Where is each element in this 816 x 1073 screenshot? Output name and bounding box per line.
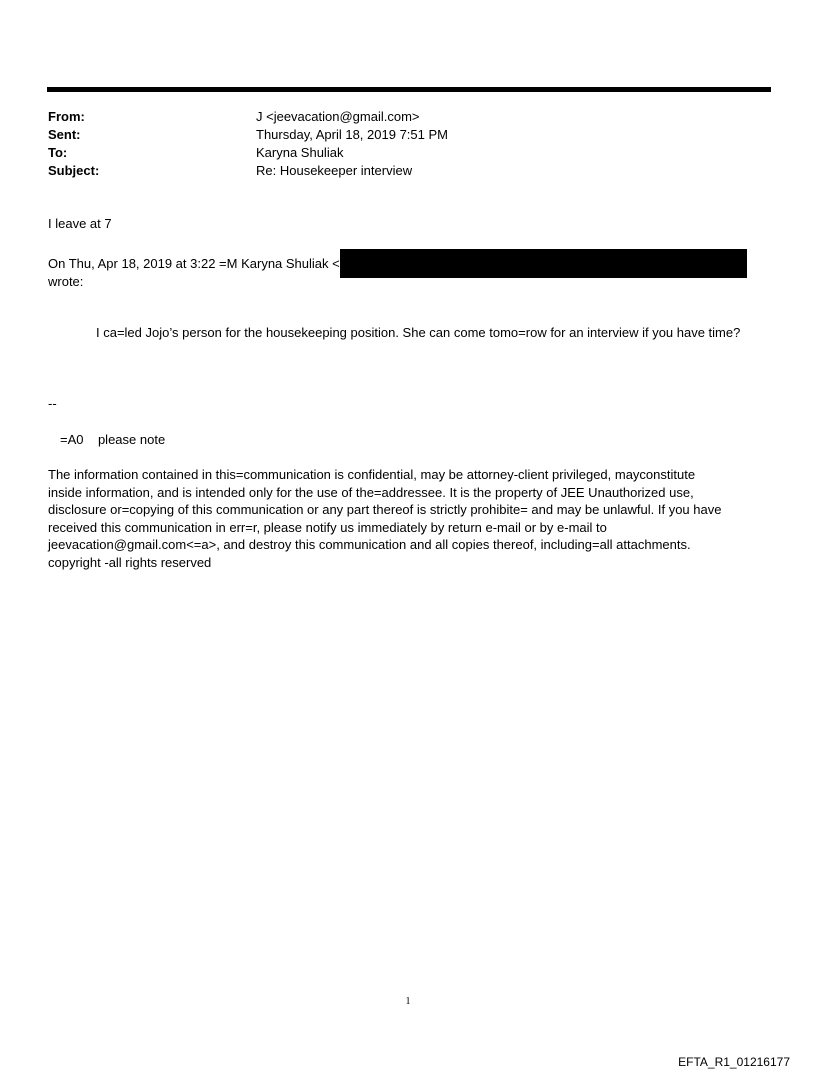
from-label: From: xyxy=(48,109,85,124)
page-number: 1 xyxy=(405,996,411,1007)
bates-number: EFTA_R1_01216177 xyxy=(678,1055,790,1069)
sent-row xyxy=(48,126,768,144)
email-header xyxy=(48,108,768,180)
disclaimer-line: The information contained in this=communication is confidential, may be attorney-client privileged, mayconstitute xyxy=(48,467,696,482)
disclaimer-line: received this communication in err=r, please notify us immediately by return e-mail or by e-mail to xyxy=(48,519,607,535)
quoted-message: I ca=led Jojo’s person for the housekeeping position. She can come tomo=row for an interview if you have time? xyxy=(96,325,741,340)
disclaimer-line: inside information, and is intended only for the use of the=addressee. It is the property of JEE Unauthorized use, xyxy=(48,484,694,500)
top-rule xyxy=(47,87,771,92)
quote-header: On Thu, Apr 18, 2019 at 3:22 =M Karyna Shuliak < xyxy=(48,256,340,271)
redaction-block xyxy=(340,249,747,278)
from-row xyxy=(48,108,768,126)
subject-row xyxy=(48,162,768,180)
to-value: Karyna Shuliak xyxy=(256,145,344,160)
from-value: J <jeevacation@gmail.com> xyxy=(256,109,420,124)
disclaimer xyxy=(48,466,768,571)
disclaimer-line: disclosure or=copying of this communication or any part thereof is strictly prohibite= and may be unlawful. If you have xyxy=(48,502,722,517)
quote-wrote: wrote: xyxy=(48,274,84,289)
note-text: please note xyxy=(97,432,166,447)
sent-label: Sent: xyxy=(48,127,81,142)
subject-label: Subject: xyxy=(48,163,100,178)
note-line xyxy=(60,431,165,449)
note-prefix: =A0 xyxy=(60,432,84,447)
disclaimer-line: copyright -all rights reserved xyxy=(48,554,212,570)
reply-text: I leave at 7 xyxy=(48,216,112,231)
sent-value: Thursday, April 18, 2019 7:51 PM xyxy=(256,127,448,142)
signature-separator: -- xyxy=(48,396,57,411)
to-row xyxy=(48,144,768,162)
to-label: To: xyxy=(48,145,68,160)
subject-value: Re: Housekeeper interview xyxy=(256,163,413,178)
disclaimer-line: jeevacation@gmail.com<=a>, and destroy this communication and all copies thereof, including=all attachments. xyxy=(48,537,691,552)
